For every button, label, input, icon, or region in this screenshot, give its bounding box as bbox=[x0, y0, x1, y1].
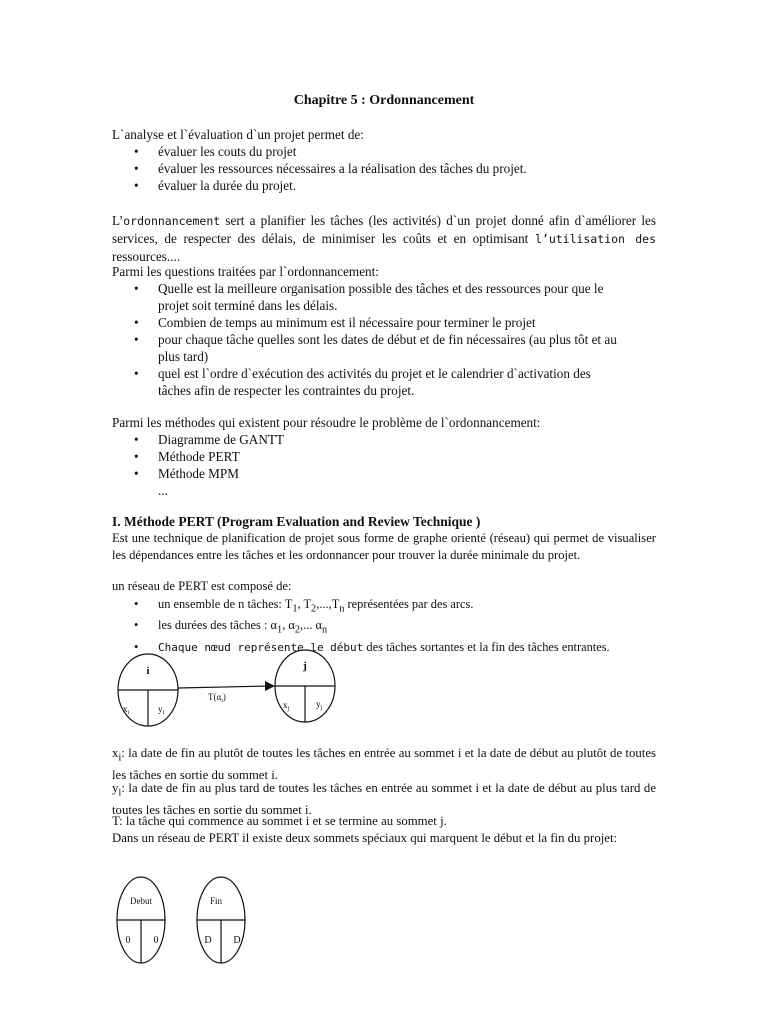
node-i-label: i bbox=[146, 665, 150, 677]
subscript: n bbox=[339, 603, 345, 615]
arrow-head bbox=[265, 681, 275, 691]
list-item: • pour chaque tâche quelles sont les dates de début et de fin nécessaires (au plus tôt et au plus tard) bbox=[112, 331, 622, 365]
list-item: • Combien de temps au minimum est il nécessaire pour terminer le projet bbox=[112, 314, 622, 331]
subscript: n bbox=[322, 624, 328, 636]
list-item: • Quelle est la meilleure organisation possible des tâches et des ressources pour que le projet soit terminé dans les délais. bbox=[112, 280, 622, 314]
definition-text-end: ressources.... bbox=[112, 249, 181, 264]
list-item: • évaluer les couts du projet bbox=[112, 143, 656, 160]
item-text: représentées par des arcs. bbox=[344, 597, 474, 611]
subscript: i bbox=[118, 752, 122, 764]
list-item: • Diagramme de GANTT bbox=[112, 431, 656, 448]
subscript: 2 bbox=[294, 624, 301, 636]
subscript: 2 bbox=[311, 603, 317, 615]
section-heading-pert: I. Méthode PERT (Program Evaluation and Review Technique ) bbox=[112, 514, 481, 529]
node-i-x: $x_i$ bbox=[123, 704, 130, 716]
symbol-x: x bbox=[112, 746, 119, 760]
page-title: Chapitre 5 : Ordonnancement bbox=[293, 93, 475, 108]
end-node-left: D bbox=[204, 935, 212, 946]
intro-lead: L`analyse et l`évaluation d`un projet permet de: bbox=[112, 127, 364, 142]
node-j-label: j bbox=[303, 660, 307, 672]
item-text: un ensemble de n tâches: T bbox=[158, 597, 293, 611]
list-item: • Méthode PERT bbox=[112, 448, 656, 465]
list-item: • quel est l`ordre d`exécution des activités du projet et le calendrier d`activation des tâches afin de respecter les contraintes du projet. bbox=[112, 365, 622, 399]
symbol-y: y bbox=[112, 781, 119, 795]
item-text: des tâches sortantes et la fin des tâches entrantes. bbox=[363, 639, 610, 654]
end-node-label: Fin bbox=[209, 896, 223, 906]
node-j-y: $y_j$ bbox=[316, 699, 323, 711]
explanation-text: : la date de fin au plutôt de toutes les tâches en entrée au sommet i et la date de début au plutôt de toutes les tâches en sortie du sommet i. bbox=[112, 746, 656, 783]
subscript: 1 bbox=[277, 624, 283, 636]
node-i-y: $y_i$ bbox=[158, 704, 165, 716]
methods-lead: Parmi les méthodes qui existent pour résoudre le problème de l`ordonnancement: bbox=[112, 415, 541, 430]
pert-description: Est une technique de planification de projet sous forme de graphe orienté (réseau) qui permet de visualiser les dépendances entre les tâches et les ordonnancer pour trouver la durée minimale du projet. bbox=[112, 531, 656, 562]
end-node-right: D bbox=[233, 935, 241, 946]
item-text-mono: Chaque nœud représente le début bbox=[158, 640, 364, 654]
item-text: les durées des tâches : bbox=[158, 618, 271, 633]
term-prefix: L’ bbox=[112, 213, 124, 228]
item-text: , α bbox=[282, 618, 295, 633]
node-j-x: $x_j$ bbox=[283, 700, 290, 712]
explanation-x bbox=[112, 745, 656, 784]
start-node-right: 0 bbox=[153, 935, 159, 946]
start-node-left: 0 bbox=[125, 935, 131, 946]
arc-line bbox=[178, 686, 268, 688]
explanation-t: T: la tâche qui commence au sommet i et se termine au sommet j. bbox=[112, 814, 447, 828]
list-item: • évaluer la durée du projet. bbox=[112, 177, 656, 194]
list-item: • évaluer les ressources nécessaires a la réalisation des tâches du projet. bbox=[112, 160, 656, 177]
questions-lead: Parmi les questions traitées par l`ordonnancement: bbox=[112, 264, 379, 279]
start-node-label: Debut bbox=[130, 896, 152, 906]
subscript: 1 bbox=[292, 603, 298, 615]
list-item: • Méthode MPM bbox=[112, 465, 656, 482]
alpha-symbol: α bbox=[270, 618, 278, 633]
list-ellipsis: ... bbox=[158, 483, 168, 498]
definition-text: sert a planifier les tâches (les activités) d`un projet donné afin d`améliorer les services, de respecter des délais, de minimiser les coûts et en optimisant bbox=[112, 213, 656, 246]
term-ordonnancement: ordonnancement bbox=[123, 214, 221, 228]
pert-composed-lead: un réseau de PERT est composé de: bbox=[112, 579, 292, 593]
item-text: ,... α bbox=[300, 618, 323, 633]
item-text: , T bbox=[297, 597, 312, 611]
item-text: ,...,T bbox=[316, 597, 340, 611]
term-utilisation: l’utilisation des bbox=[534, 232, 656, 246]
subscript: i bbox=[118, 787, 122, 799]
arc-label: $T(\alpha_i)$ bbox=[208, 692, 226, 704]
explanation-text: : la date de fin au plus tard de toutes les tâches en entrée au sommet i et la date de début au plus tard de toutes les tâches en sortie du sommet i. bbox=[112, 781, 656, 818]
special-nodes-text: Dans un réseau de PERT il existe deux sommets spéciaux qui marquent le début et la fin du projet: bbox=[112, 831, 618, 845]
